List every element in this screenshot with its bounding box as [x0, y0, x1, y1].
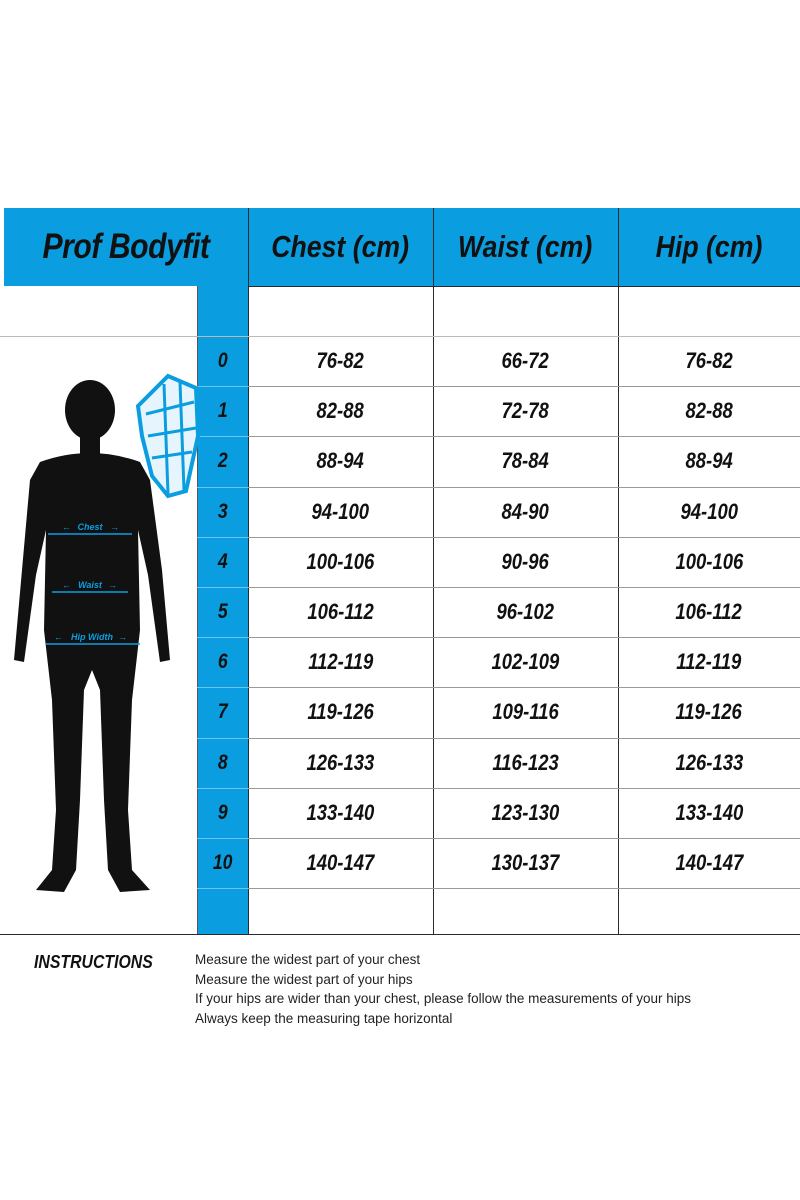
column-header-chest: Chest (cm)	[271, 229, 410, 264]
table-cell-hip: 100-106	[675, 548, 743, 574]
table-cell-size: 5	[217, 600, 228, 623]
chest-measure-label: Chest	[77, 522, 103, 532]
table-cell-size: 0	[217, 349, 228, 372]
table-cell-chest: 133-140	[306, 799, 375, 825]
table-cell-size: 3	[217, 499, 228, 523]
instruction-line: Measure the widest part of your chest	[195, 952, 421, 967]
table-cell-size: 2	[217, 449, 228, 473]
table-cell-hip: 76-82	[685, 348, 733, 373]
hip-measure-label: Hip Width	[71, 632, 113, 642]
table-cell-chest: 76-82	[316, 348, 365, 373]
table-cell-waist: 66-72	[501, 348, 550, 373]
instructions-title: INSTRUCTIONS	[34, 952, 153, 972]
table-cell-hip: 106-112	[675, 599, 743, 624]
table-cell-waist: 90-96	[501, 548, 550, 574]
table-cell-waist: 72-78	[501, 398, 550, 424]
table-cell-waist: 130-137	[491, 850, 560, 875]
column-header-waist: Waist (cm)	[458, 229, 593, 264]
table-cell-hip: 126-133	[675, 749, 743, 775]
arrow-right-icon: →	[108, 580, 117, 590]
table-cell-size: 1	[217, 399, 228, 423]
table-cell-hip: 140-147	[675, 850, 743, 875]
table-cell-size: 10	[212, 851, 233, 874]
size-row-divider	[197, 888, 248, 889]
table-cell-hip: 133-140	[675, 799, 743, 825]
arrow-left-icon: ←	[62, 522, 71, 532]
table-cell-chest: 94-100	[311, 498, 370, 524]
grid-hline	[248, 286, 800, 287]
table-cell-waist: 116-123	[492, 749, 559, 775]
table-cell-hip: 88-94	[685, 448, 733, 474]
arrow-right-icon: →	[118, 632, 127, 642]
table-cell-size: 6	[217, 650, 228, 674]
table-cell-size: 4	[217, 549, 228, 573]
instruction-line: If your hips are wider than your chest, please follow the measurements of your hips	[195, 991, 691, 1006]
table-cell-waist: 96-102	[496, 599, 555, 624]
arrow-left-icon: ←	[62, 580, 71, 590]
table-cell-size: 8	[217, 750, 228, 774]
grid-hline	[0, 934, 800, 935]
faded-watermark	[8, 296, 188, 330]
arrow-right-icon: →	[110, 522, 119, 532]
table-cell-chest: 119-126	[307, 699, 374, 725]
instruction-line: Always keep the measuring tape horizontal	[195, 1010, 453, 1026]
table-cell-size: 9	[217, 800, 228, 824]
table-cell-chest: 100-106	[306, 548, 375, 574]
table-cell-chest: 126-133	[306, 749, 375, 775]
table-cell-chest: 106-112	[307, 599, 374, 624]
waist-measure-label: Waist	[78, 580, 102, 590]
table-cell-size: 7	[217, 700, 228, 724]
table-cell-hip: 112-119	[676, 649, 742, 675]
table-cell-waist: 84-90	[501, 498, 550, 524]
table-cell-waist: 78-84	[501, 448, 550, 474]
table-cell-chest: 140-147	[306, 850, 375, 875]
brand-title: Prof Bodyfit	[42, 227, 210, 266]
table-cell-hip: 119-126	[675, 699, 743, 725]
instructions-list	[195, 950, 691, 1028]
body-figure	[0, 370, 200, 930]
table-cell-hip: 94-100	[680, 498, 738, 524]
table-cell-waist: 109-116	[492, 699, 559, 725]
table-cell-waist: 123-130	[491, 799, 560, 825]
table-row-divider	[248, 888, 800, 889]
table-cell-chest: 82-88	[316, 398, 365, 424]
arrow-left-icon: ←	[54, 632, 63, 642]
column-header-hip: Hip (cm)	[655, 229, 763, 264]
table-cell-chest: 88-94	[316, 448, 365, 474]
table-cell-waist: 102-109	[491, 649, 560, 675]
table-cell-hip: 82-88	[685, 398, 733, 424]
instruction-line: Measure the widest part of your hips	[195, 971, 413, 987]
table-cell-chest: 112-119	[307, 649, 374, 675]
